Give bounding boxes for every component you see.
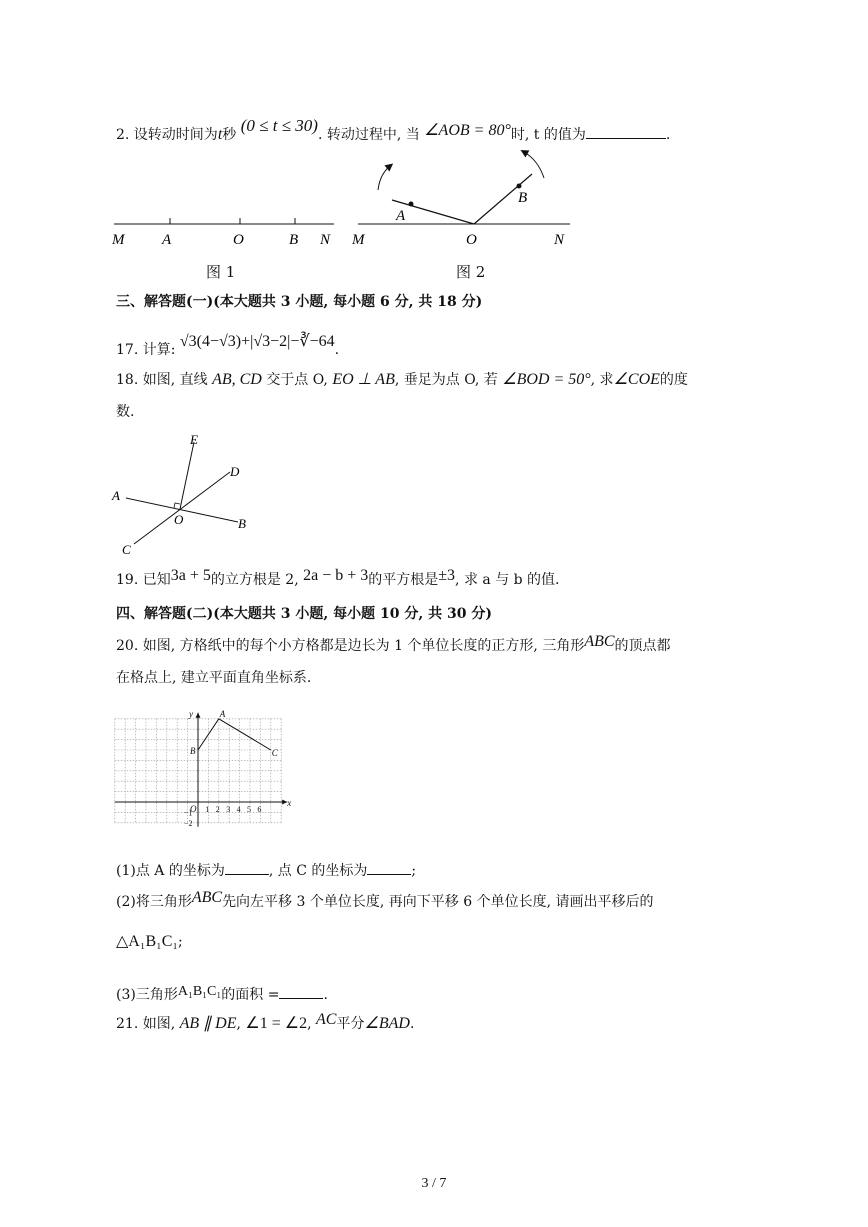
section3-title: 三、解答题(一)(本大题共 3 小题, 每小题 6 分, 共 18 分) bbox=[116, 294, 483, 310]
q19-text-b: 的立方根是 2, bbox=[210, 572, 299, 588]
q2-mid: . 转动过程中, 当 bbox=[317, 127, 420, 143]
q20-line2: 在格点上, 建立平面直角坐标系. bbox=[116, 670, 312, 686]
q21-text-b: , bbox=[236, 1016, 241, 1032]
q18-line2: 数. bbox=[116, 404, 135, 420]
q17-line bbox=[116, 333, 340, 360]
q2-unit: 秒 bbox=[222, 127, 237, 143]
q18-fig-c: C bbox=[122, 542, 131, 557]
q21-text-d: 平分 bbox=[336, 1016, 365, 1032]
q21-ac: AC bbox=[316, 1011, 337, 1028]
q21-bad: ∠BAD bbox=[364, 1015, 410, 1032]
vertex-b-label: B bbox=[190, 746, 196, 756]
q20-part2-a: (2)将三角形 bbox=[116, 894, 192, 910]
q20-part1-c: ; bbox=[411, 863, 417, 879]
q17-end: . bbox=[334, 342, 340, 358]
fig2-label-a: A bbox=[396, 208, 406, 224]
q2-prefix: 2. 设转动时间为 bbox=[116, 127, 218, 143]
q20-part2 bbox=[116, 889, 654, 912]
q18-fig-b: B bbox=[238, 516, 246, 531]
y-axis-label: y bbox=[189, 708, 193, 719]
origin-label: O bbox=[190, 804, 197, 814]
q18-text-d: , 求 bbox=[590, 372, 614, 388]
q18-text-e: 的度 bbox=[659, 372, 688, 388]
q20-part3-b: 的面积 = bbox=[221, 987, 280, 1003]
q21-text-a: 21. 如图, bbox=[116, 1016, 176, 1032]
q21-equality: ∠1 = ∠2 bbox=[245, 1015, 308, 1032]
q19-expr1: 3a + 5 bbox=[170, 567, 211, 584]
x-axis-label: x bbox=[287, 798, 292, 808]
q20-part2-abc: ABC bbox=[191, 889, 223, 906]
q20-part3 bbox=[116, 984, 328, 1006]
q18-line1 bbox=[116, 370, 688, 390]
q20-coordinate-grid bbox=[112, 698, 294, 838]
q18-angle: ∠BOD = 50° bbox=[502, 371, 591, 388]
q18-text-c: , 垂足为点 O, 若 bbox=[394, 372, 498, 388]
q20-c-coord-blank[interactable] bbox=[367, 860, 411, 875]
q2-suffix: 时, t 的值为 bbox=[510, 127, 586, 143]
x-tick-label: 1 bbox=[205, 805, 210, 814]
q17-label: 17. 计算: bbox=[116, 342, 176, 358]
q20-part2-tri: △A₁B₁C₁ bbox=[116, 933, 178, 950]
x-tick-label: 3 bbox=[226, 805, 231, 814]
q20-part2-end: ; bbox=[177, 934, 183, 950]
fig1-label-n: N bbox=[320, 232, 331, 248]
figure-1 bbox=[108, 208, 348, 248]
q19-expr2: 2a − b + 3 bbox=[303, 567, 369, 584]
fig1-label-b: B bbox=[289, 232, 299, 248]
q19-text-d: , 求 a 与 b 的值. bbox=[455, 572, 560, 588]
vertex-a-label: A bbox=[219, 708, 226, 719]
fig2-label-o: O bbox=[466, 232, 477, 248]
vertex-c-label: C bbox=[271, 748, 278, 758]
y-tick-label: −1 bbox=[184, 808, 193, 818]
q19-text-c: 的平方根是 bbox=[368, 572, 439, 588]
q20-part2-b: 先向左平移 3 个单位长度, 再向下平移 6 个单位长度, 请画出平移后的 bbox=[222, 894, 654, 910]
q18-figure bbox=[108, 430, 268, 560]
q20-part2-cont bbox=[116, 932, 183, 952]
fig1-caption: 图 1 bbox=[206, 263, 236, 281]
x-tick-label: 5 bbox=[247, 805, 251, 814]
q21-line bbox=[116, 1011, 415, 1034]
q19-pm: ±3 bbox=[438, 567, 456, 584]
q21-text-e: . bbox=[409, 1016, 415, 1032]
q18-perp: EO ⊥ AB bbox=[332, 371, 395, 388]
q19-line bbox=[116, 567, 560, 590]
q18-fig-d: D bbox=[230, 464, 240, 479]
q20-abc: ABC bbox=[584, 633, 615, 650]
q18-fig-a: A bbox=[112, 488, 120, 503]
q18-text-b: 交于点 O, bbox=[266, 372, 328, 388]
fig1-label-o: O bbox=[233, 232, 244, 248]
q2-end: . bbox=[665, 127, 671, 143]
x-tick-label: 4 bbox=[236, 805, 241, 814]
q20-line1 bbox=[116, 633, 671, 656]
fig1-label-m: M bbox=[112, 232, 125, 248]
y-tick-label: −2 bbox=[184, 818, 193, 828]
figure-2 bbox=[348, 148, 578, 248]
q2-range: (0 ≤ t ≤ 30) bbox=[240, 116, 318, 135]
q20-part1 bbox=[116, 860, 416, 881]
q17-expr: √3(4−√3)+|√3−2|−∛−64 bbox=[179, 333, 335, 350]
q2-line bbox=[116, 116, 671, 145]
fig1-label-a: A bbox=[162, 232, 172, 248]
q2-t: t bbox=[217, 126, 223, 143]
q20-text-b: 的顶点都 bbox=[614, 638, 671, 654]
q18-target: ∠COE bbox=[613, 371, 660, 388]
fig2-label-m: M bbox=[352, 232, 365, 248]
q20-part3-tri: A₁B₁C₁ bbox=[177, 984, 222, 999]
x-tick-label: 6 bbox=[257, 805, 262, 814]
q19-text-a: 19. 已知 bbox=[116, 572, 171, 588]
fig2-label-b: B bbox=[518, 190, 528, 206]
q18-ab-cd: AB, CD bbox=[212, 371, 262, 388]
q2-answer-blank[interactable] bbox=[586, 124, 666, 139]
q20-part1-b: , 点 C 的坐标为 bbox=[268, 863, 368, 879]
q20-part1-a: (1)点 A 的坐标为 bbox=[116, 863, 225, 879]
q21-text-c: , bbox=[307, 1016, 312, 1032]
q20-area-blank[interactable] bbox=[279, 984, 323, 999]
q20-part3-a: (3)三角形 bbox=[116, 987, 178, 1003]
section4-title: 四、解答题(二)(本大题共 3 小题, 每小题 10 分, 共 30 分) bbox=[116, 606, 492, 622]
fig2-caption: 图 2 bbox=[456, 263, 486, 281]
q20-part3-end: . bbox=[323, 987, 328, 1003]
q18-fig-e: E bbox=[190, 432, 198, 447]
triangle-abc bbox=[198, 719, 271, 750]
y-axis-arrow bbox=[196, 713, 201, 718]
q20-text-a: 20. 如图, 方格纸中的每个小方格都是边长为 1 个单位长度的正方形, 三角形 bbox=[116, 638, 585, 654]
page-number: 3 / 7 bbox=[421, 1176, 447, 1191]
q18-text-a: 18. 如图, 直线 bbox=[116, 372, 208, 388]
q2-angle: ∠AOB = 80° bbox=[424, 122, 511, 139]
x-tick-label: 2 bbox=[215, 805, 220, 814]
q20-a-coord-blank[interactable] bbox=[225, 860, 269, 875]
q21-parallel: AB ∥ DE bbox=[179, 1015, 237, 1032]
q18-fig-o: O bbox=[174, 512, 184, 527]
fig2-label-n: N bbox=[554, 232, 565, 248]
